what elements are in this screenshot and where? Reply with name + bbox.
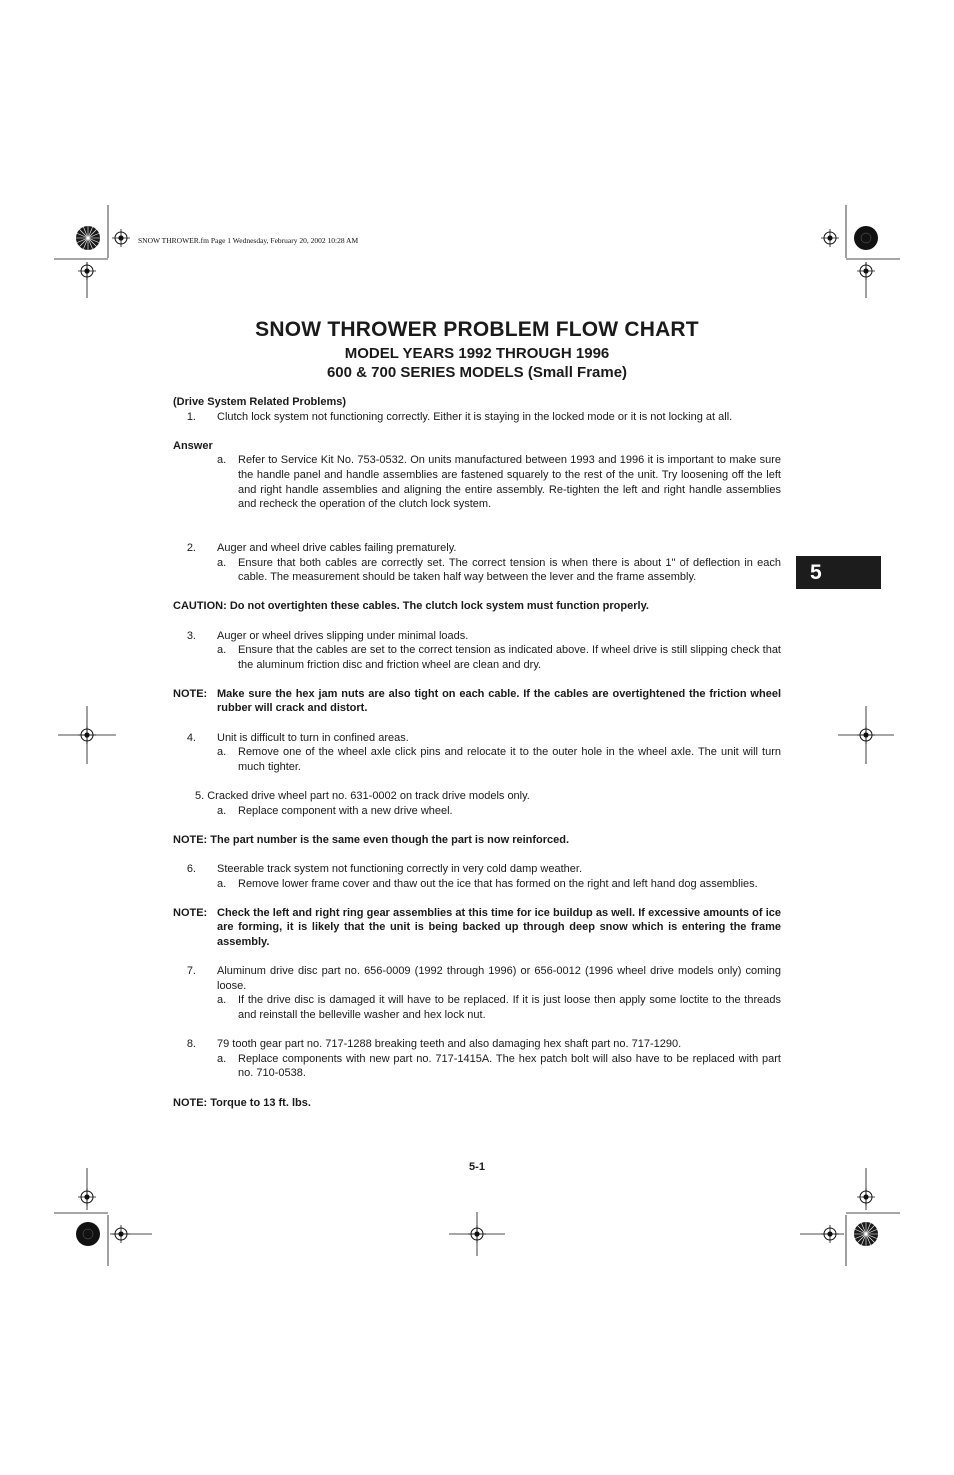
sub-item-6a: a. Remove lower frame cover and thaw out the ice that has formed on the right and left hand dog assemblies. xyxy=(217,877,758,890)
note-hex-jam-nuts: NOTE: Make sure the hex jam nuts are also tight on each cable. If the cables are overtightened the friction wheel rubber will crack and distort. xyxy=(173,687,781,715)
list-item-6: 6. Steerable track system not functioning correctly in very cold damp weather. xyxy=(186,863,583,875)
list-item-5: 5. Cracked drive wheel part no. 631-0002 on track drive models only. xyxy=(195,790,530,803)
sub-item-4a: a. Remove one of the wheel axle click pins and relocate it to the outer hole in the wheel axle. The unit will turn much tighter. xyxy=(217,746,781,773)
document-body xyxy=(173,395,781,1110)
sub-item-7a: a. If the drive disc is damaged it will have to be replaced. If it is just loose then apply some loctite to the threads and reinstall the belleville washer and hex lock nut. xyxy=(217,994,781,1021)
list-item-4: 4. Unit is difficult to turn in confined areas. xyxy=(186,731,409,744)
sub-item-2a: a. Ensure that both cables are correctly set. The correct tension is when there is about 1" of deflection in each cable. The measurement should be taken half way between the lever and the frame assembly. xyxy=(217,556,781,584)
caution-note: CAUTION: Do not overtighten these cables. The clutch lock system must function properly. xyxy=(173,600,649,613)
page-title: SNOW THROWER PROBLEM FLOW CHART xyxy=(255,318,699,341)
list-item-2: 2. Auger and wheel drive cables failing prematurely. xyxy=(186,541,457,554)
answer-label: Answer xyxy=(173,439,213,452)
note-ring-gear: NOTE: Check the left and right ring gear assemblies at this time for ice buildup as well. If excessive amounts of ice are forming, it is likely that the unit is being backed up through deep snow which is entering the frame assembly. xyxy=(173,906,781,948)
note-part-number: NOTE: The part number is the same even though the part is now reinforced. xyxy=(173,833,570,846)
section-heading: (Drive System Related Problems) xyxy=(173,396,347,408)
sub-item-5a: a. Replace component with a new drive wheel. xyxy=(217,804,453,817)
page-number: 5-1 xyxy=(469,1161,485,1173)
list-item-7: 7. Aluminum drive disc part no. 656-0009 (1992 through 1996) or 656-0012 (1996 wheel drive models only) coming loose. xyxy=(186,965,781,992)
list-item-1: 1. Clutch lock system not functioning correctly. Either it is staying in the locked mode or it is not locking at all. xyxy=(186,410,733,423)
page-subtitle-models: 600 & 700 SERIES MODELS (Small Frame) xyxy=(326,364,628,381)
note-torque: NOTE: Torque to 13 ft. lbs. xyxy=(173,1096,311,1109)
file-header-line: SNOW THROWER.fm Page 1 Wednesday, February 20, 2002 10:28 AM xyxy=(138,236,359,245)
list-item-3: 3. Auger or wheel drives slipping under minimal loads. xyxy=(186,629,469,642)
sub-item-3a: a. Ensure that the cables are set to the correct tension as indicated above. If wheel drive is still slipping check that the aluminum friction disc and friction wheel are clean and dry. xyxy=(217,644,781,671)
list-item-8: 8. 79 tooth gear part no. 717-1288 breaking teeth and also damaging hex shaft part no. 717-1290. xyxy=(186,1038,682,1051)
page-subtitle-years: MODEL YEARS 1992 THROUGH 1996 xyxy=(344,345,610,362)
sub-item-1a: a. Refer to Service Kit No. 753-0532. On units manufactured between 1993 and 1996 it is important to make sure the handle panel and handle assemblies are fastened squarely to the rest of the unit. Try loosening off the left and right handle assemblies and aligning the entire assembly. Re-tighten the left and right handle assemblies and recheck the operation of the clutch lock system. xyxy=(217,454,781,511)
chapter-tab: 5 xyxy=(796,556,881,589)
sub-item-8a: a. Replace components with new part no. 717-1415A. The hex patch bolt will also have to be replaced with part no. 710-0538. xyxy=(217,1052,781,1080)
title-block xyxy=(0,316,954,382)
